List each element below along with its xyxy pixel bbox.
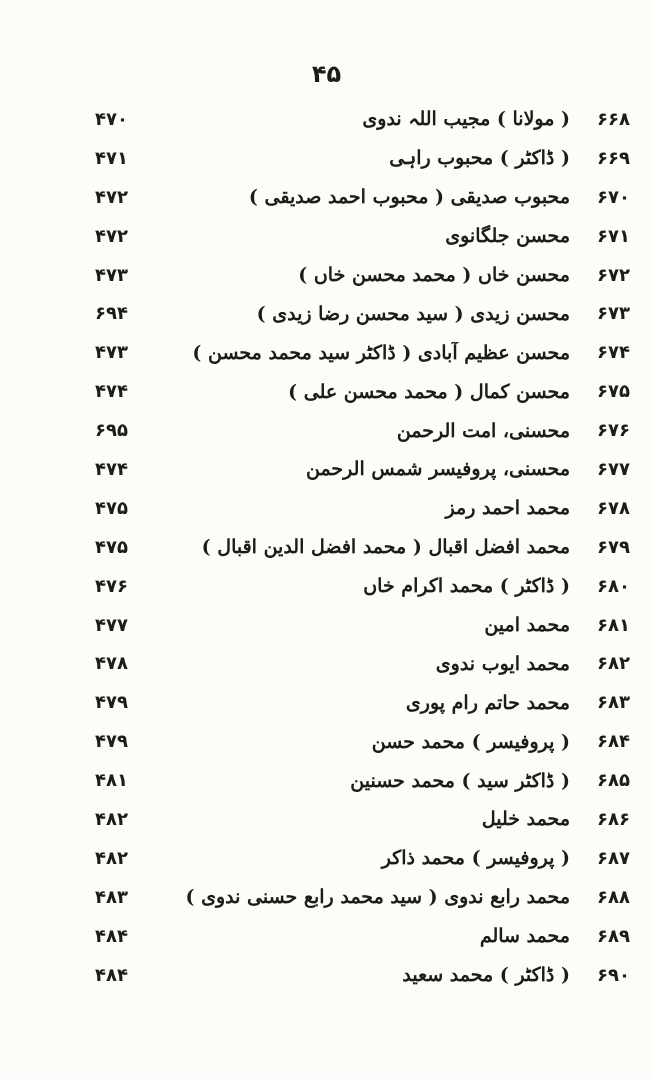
toc-entry bbox=[95, 294, 630, 333]
entry-name: محسنی، پروفیسر شمس الرحمن bbox=[305, 458, 570, 481]
entry-number: ۶۷۰ bbox=[597, 186, 630, 208]
entry-page-number: ۴۷۶ bbox=[95, 575, 128, 597]
entry-name: محسن عظیم آبادی ( ڈاکٹر سید محمد محسن ) bbox=[192, 341, 570, 364]
entry-page-number: ۴۷۵ bbox=[95, 536, 128, 558]
entry-number: ۶۷۶ bbox=[597, 420, 630, 442]
entry-page-number: ۴۷۱ bbox=[95, 147, 128, 169]
toc-entry bbox=[95, 333, 630, 372]
entry-page-number: ۴۸۲ bbox=[95, 847, 128, 869]
entry-number: ۶۸۹ bbox=[597, 925, 630, 947]
entry-name: محمد رابع ندوی ( سید محمد رابع حسنی ندوی ) bbox=[185, 886, 570, 909]
entry-name: محسن جلگانوی bbox=[445, 225, 570, 248]
entry-number: ۶۷۵ bbox=[597, 381, 630, 403]
toc-entry bbox=[95, 567, 630, 606]
entry-page-number: ۴۷۵ bbox=[95, 497, 128, 519]
entry-number: ۶۷۳ bbox=[597, 303, 630, 325]
toc-entry bbox=[95, 372, 630, 411]
entry-page-number: ۴۸۴ bbox=[95, 925, 128, 947]
entry-page-number: ۴۷۳ bbox=[95, 342, 128, 364]
entry-name: محمد ایوب ندوی bbox=[435, 652, 570, 675]
entry-page-number: ۶۹۴ bbox=[95, 303, 128, 325]
entry-number: ۶۷۸ bbox=[597, 497, 630, 519]
toc-entry bbox=[95, 644, 630, 683]
entry-page-number: ۴۷۹ bbox=[95, 731, 128, 753]
entry-number: ۶۷۱ bbox=[597, 225, 630, 247]
toc-entry bbox=[95, 178, 630, 217]
toc-entry bbox=[95, 722, 630, 761]
entry-page-number: ۶۹۵ bbox=[95, 420, 128, 442]
entry-name: محمد افضل اقبال ( محمد افضل الدین اقبال ) bbox=[201, 536, 570, 559]
toc-entry bbox=[95, 956, 630, 995]
toc-entry bbox=[95, 139, 630, 178]
toc-entry bbox=[95, 761, 630, 800]
entry-name: ( ڈاکٹر سید ) محمد حسنین bbox=[350, 769, 570, 792]
entry-name: محبوب صدیقی ( محبوب احمد صدیقی ) bbox=[248, 186, 570, 209]
entry-name: ( مولانا ) مجیب اللہ ندوی bbox=[362, 108, 570, 131]
entry-name: محمد سالم bbox=[479, 925, 570, 948]
entry-name: محمد خلیل bbox=[481, 808, 570, 831]
entry-page-number: ۴۷۷ bbox=[95, 614, 128, 636]
toc-entry bbox=[95, 100, 630, 139]
toc-entry bbox=[95, 411, 630, 450]
entry-number: ۶۸۱ bbox=[597, 614, 630, 636]
toc-entry bbox=[95, 878, 630, 917]
entry-name: ( ڈاکٹر ) محمد اکرام خاں bbox=[363, 575, 570, 598]
entry-number: ۶۸۳ bbox=[597, 692, 630, 714]
entry-name: ( پروفیسر ) محمد ذاکر bbox=[381, 847, 570, 870]
entry-number: ۶۸۵ bbox=[597, 770, 630, 792]
entry-number: ۶۸۶ bbox=[597, 808, 630, 830]
entry-name: ( ڈاکٹر ) محمد سعید bbox=[402, 964, 570, 987]
entry-number: ۶۶۸ bbox=[597, 108, 630, 130]
entry-page-number: ۴۷۳ bbox=[95, 264, 128, 286]
entry-number: ۶۶۹ bbox=[597, 147, 630, 169]
toc-entry bbox=[95, 450, 630, 489]
entry-page-number: ۴۷۸ bbox=[95, 653, 128, 675]
entry-name: محسنی، امت الرحمن bbox=[396, 419, 570, 442]
entry-number: ۶۷۹ bbox=[597, 536, 630, 558]
entry-number: ۶۸۷ bbox=[597, 847, 630, 869]
entry-number: ۶۷۴ bbox=[597, 342, 630, 364]
entry-page-number: ۴۸۴ bbox=[95, 964, 128, 986]
entry-page-number: ۴۷۲ bbox=[95, 225, 128, 247]
entry-name: محمد امین bbox=[484, 614, 570, 637]
entry-page-number: ۴۸۱ bbox=[95, 770, 128, 792]
entry-name: محسن کمال ( محمد محسن علی ) bbox=[288, 380, 570, 403]
entry-name: محسن زیدی ( سید محسن رضا زیدی ) bbox=[256, 302, 570, 325]
toc-entry bbox=[95, 606, 630, 645]
page-number: ۴۵ bbox=[311, 60, 342, 88]
entry-page-number: ۴۷۲ bbox=[95, 186, 128, 208]
toc-entry bbox=[95, 217, 630, 256]
toc-entry bbox=[95, 839, 630, 878]
toc-entry bbox=[95, 917, 630, 956]
entry-page-number: ۴۷۹ bbox=[95, 692, 128, 714]
entry-name: ( ڈاکٹر ) محبوب راہی bbox=[389, 147, 570, 170]
toc-entry bbox=[95, 489, 630, 528]
entry-name: محمد حاتم رام پوری bbox=[405, 691, 570, 714]
entry-number: ۶۸۲ bbox=[597, 653, 630, 675]
entry-page-number: ۴۷۰ bbox=[95, 108, 128, 130]
entry-number: ۶۹۰ bbox=[597, 964, 630, 986]
entry-number: ۶۷۷ bbox=[597, 458, 630, 480]
entry-name: محسن خاں ( محمد محسن خاں ) bbox=[298, 264, 570, 286]
toc-entry bbox=[95, 528, 630, 567]
entry-page-number: ۴۷۴ bbox=[95, 381, 128, 403]
entry-page-number: ۴۸۳ bbox=[95, 886, 128, 908]
table-of-contents bbox=[95, 100, 630, 994]
entry-number: ۶۸۸ bbox=[597, 886, 630, 908]
entry-number: ۶۸۴ bbox=[597, 731, 630, 753]
toc-entry bbox=[95, 800, 630, 839]
entry-name: محمد احمد رمز bbox=[445, 497, 570, 520]
entry-number: ۶۷۲ bbox=[597, 264, 630, 286]
toc-entry bbox=[95, 256, 630, 295]
entry-page-number: ۴۷۴ bbox=[95, 458, 128, 480]
entry-page-number: ۴۸۲ bbox=[95, 808, 128, 830]
toc-entry bbox=[95, 683, 630, 722]
entry-number: ۶۸۰ bbox=[597, 575, 630, 597]
entry-name: ( پروفیسر ) محمد حسن bbox=[371, 730, 570, 753]
